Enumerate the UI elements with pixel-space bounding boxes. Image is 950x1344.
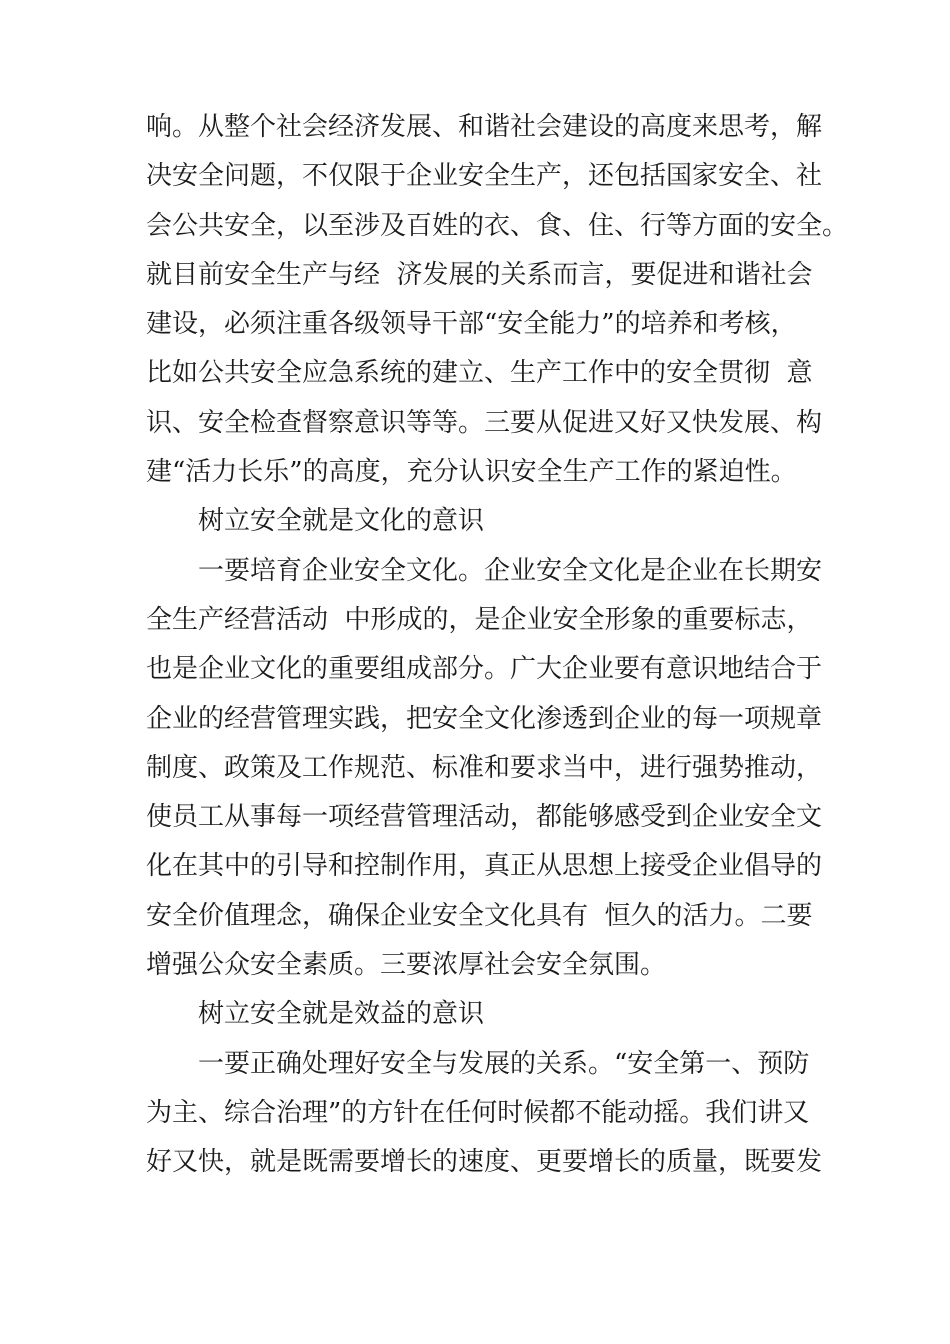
text-line: 就目前安全生产与经 济发展的关系而言，要促进和谐社会 [146, 259, 813, 290]
text-line: 为主、综合治理”的方针在任何时候都不能动摇。我们讲又 [146, 1097, 810, 1128]
text-line: 全生产经营活动 中形成的，是企业安全形象的重要标志， [146, 604, 813, 635]
section-heading: 树立安全就是文化的意识 [198, 506, 485, 537]
text-line: 响。从整个社会经济发展、和谐社会建设的高度来思考，解 [146, 112, 823, 142]
text-line: 使员工从事每一项经营管理活动，都能够感受到企业安全文 [146, 802, 823, 833]
text-line: 决安全问题，不仅限于企业安全生产，还包括国家安全、社 [146, 161, 823, 192]
text-line: 化在其中的引导和控制作用，真正从思想上接受企业倡导的 [146, 851, 823, 882]
text-line: 比如公共安全应急系统的建立、生产工作中的安全贯彻 意 [146, 358, 813, 389]
text-line: 一要正确处理好安全与发展的关系。“安全第一、预防 [198, 1048, 810, 1079]
text-line: 建设，必须注重各级领导干部“安全能力”的培养和考核， [146, 309, 797, 340]
text-line: 会公共安全，以至涉及百姓的衣、食、住、行等方面的安全。 [146, 210, 849, 241]
text-line: 增强公众安全素质。三要浓厚社会安全氛围。 [146, 950, 667, 981]
text-line: 制度、政策及工作规范、标准和要求当中，进行强势推动， [146, 752, 823, 783]
text-line: 一要培育企业安全文化。企业安全文化是企业在长期安 [198, 555, 823, 586]
text-line: 好又快，就是既需要增长的速度、更要增长的质量，既要发 [146, 1147, 823, 1178]
document-body [146, 103, 849, 1188]
section-heading: 树立安全就是效益的意识 [198, 999, 485, 1030]
text-line: 也是企业文化的重要组成部分。广大企业要有意识地结合于 [146, 654, 823, 685]
text-line: 建“活力长乐”的高度，充分认识安全生产工作的紧迫性。 [146, 457, 797, 488]
text-line: 安全价值理念，确保企业安全文化具有 恒久的活力。二要 [146, 900, 813, 931]
text-line: 企业的经营管理实践，把安全文化渗透到企业的每一项规章 [146, 703, 823, 734]
text-line: 识、安全检查督察意识等等。三要从促进又好又快发展、构 [146, 407, 823, 438]
